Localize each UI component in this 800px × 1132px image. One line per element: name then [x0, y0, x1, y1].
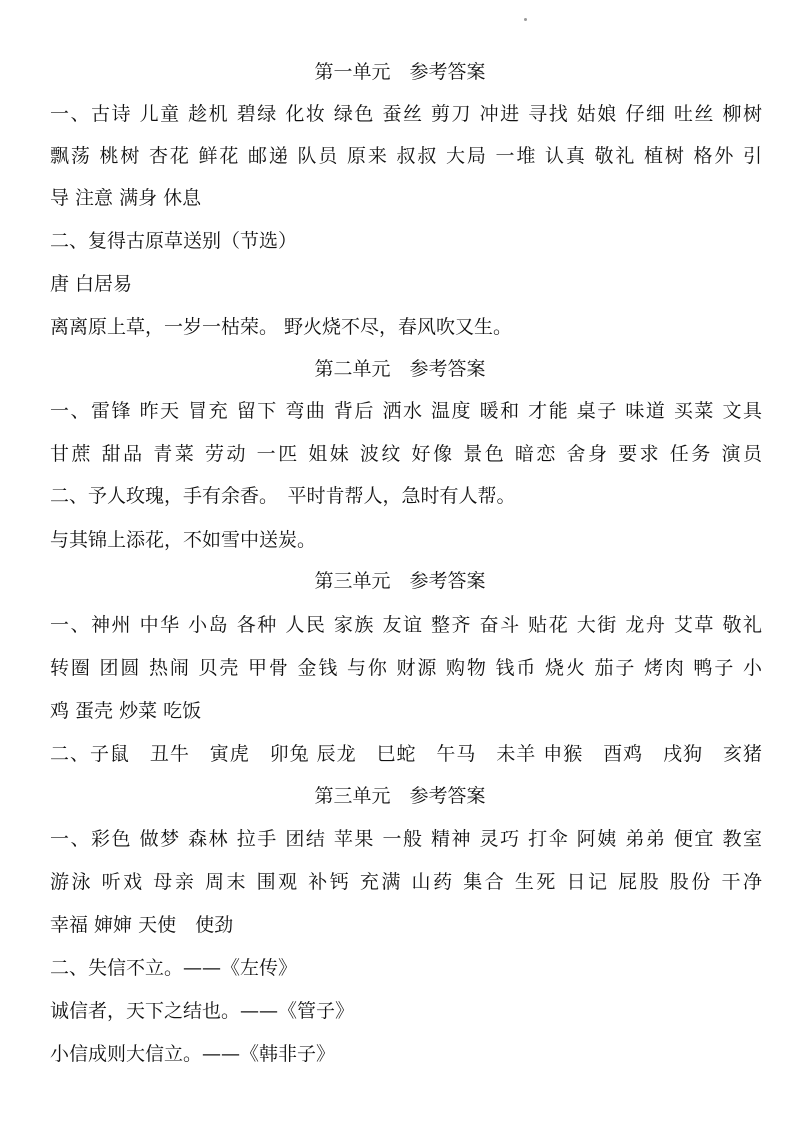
- unit-2-line-1: 一、雷锋 昨天 冒充 留下 弯曲 背后 洒水 温度 暖和 才能 桌子 味道 买菜 文具: [50, 400, 762, 422]
- unit-1-title: 第一单元 参考答案: [314, 61, 486, 83]
- unit-4-line-2: 游泳 听戏 母亲 周末 围观 补钙 充满 山药 集合 生死 日记 屁股 股份 干净: [50, 871, 762, 893]
- unit-3-line-2: 转圈 团圆 热闹 贝壳 甲骨 金钱 与你 财源 购物 钱币 烧火 茄子 烤肉 鸭子 小: [50, 657, 762, 679]
- unit-4-line-6: 小信成则大信立。——《韩非子》: [50, 1043, 336, 1065]
- unit-3-title: 第三单元 参考答案: [314, 570, 486, 592]
- unit-1-line-1: 一、古诗 儿童 趁机 碧绿 化妆 绿色 蚕丝 剪刀 冲进 寻找 姑娘 仔细 吐丝 柳树: [50, 103, 762, 125]
- unit-3-line-4: 二、子鼠 丑牛 寅虎 卯兔 辰龙 巳蛇 午马 未羊 申猴 酉鸡 戌狗 亥猪: [50, 743, 762, 765]
- unit-2-line-3: 二、予人玫瑰，手有余香。 平时肯帮人，急时有人帮。: [50, 485, 516, 507]
- unit-1-line-3: 导 注意 满身 休息: [50, 187, 202, 209]
- unit-4-title: 第三单元 参考答案: [314, 785, 486, 807]
- unit-1-line-6: 离离原上草，一岁一枯荣。 野火烧不尽，春风吹又生。: [50, 316, 513, 338]
- scan-speck: [524, 18, 527, 21]
- unit-1-line-2: 飘荡 桃树 杏花 鲜花 邮递 队员 原来 叔叔 大局 一堆 认真 敬礼 植树 格外 引: [50, 145, 762, 167]
- unit-2-line-2: 甘蔗 甜品 青菜 劳动 一匹 姐妹 波纹 好像 景色 暗恋 舍身 要求 任务 演员: [50, 443, 762, 465]
- unit-3-line-3: 鸡 蛋壳 炒菜 吃饭: [50, 700, 202, 722]
- unit-4-line-1: 一、彩色 做梦 森林 拉手 团结 苹果 一般 精神 灵巧 打伞 阿姨 弟弟 便宜 教室: [50, 828, 762, 850]
- unit-4-line-3: 幸福 婶婶 天使 使劲: [50, 914, 234, 936]
- unit-4-line-4: 二、失信不立。——《左传》: [50, 957, 298, 979]
- unit-3-line-1: 一、神州 中华 小岛 各种 人民 家族 友谊 整齐 奋斗 贴花 大街 龙舟 艾草 敬礼: [50, 614, 762, 636]
- unit-1-line-4: 二、复得古原草送别（节选）: [50, 230, 298, 252]
- unit-4-line-5: 诚信者，天下之结也。——《管子》: [50, 1000, 355, 1022]
- unit-1-line-5: 唐 白居易: [50, 273, 133, 295]
- unit-2-line-4: 与其锦上添花，不如雪中送炭。: [50, 529, 317, 551]
- unit-2-title: 第二单元 参考答案: [314, 358, 486, 380]
